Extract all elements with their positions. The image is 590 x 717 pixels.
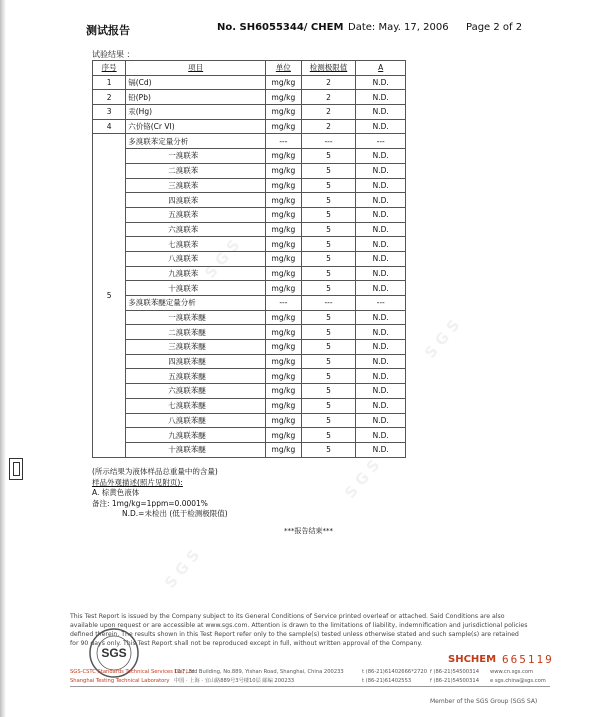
cell-limit: 5 [301,193,356,208]
table-row [93,134,406,149]
table-row [93,398,406,413]
cell-limit: 5 [301,340,356,355]
cell-result: N.D. [356,163,406,178]
note-sample-description-heading: 样品外观描述(照片见附页): [92,477,183,487]
notes-block [92,467,228,520]
cell-result: N.D. [356,90,406,105]
cell-unit: mg/kg [266,105,302,120]
cell-result: N.D. [356,398,406,413]
cell-item: 八溴联苯 [126,251,266,266]
fax: f (86-21)54500314 [430,678,480,684]
cell-item: 二溴联苯 [126,163,266,178]
watermark: S G S [421,316,464,362]
cell-limit: 2 [301,119,356,134]
table-row [93,149,406,164]
cell-item: 一溴联苯 [126,149,266,164]
address-en: 10/F, 3rd Building, No.889, Yishan Road, Shanghai, China 200233 [174,669,344,675]
table-row [93,369,406,384]
cell-unit: mg/kg [266,281,302,296]
table-row [93,119,406,134]
note-remark-nd: N.D.=未检出 (低于检测极限值) [122,509,228,518]
col-header-no: 序号 [93,61,126,76]
col-header-limit: 检测极限值 [301,61,356,76]
report-title: 测试报告 [86,24,130,37]
cell-limit: 5 [301,428,356,443]
report-number: No. SH6055344/ CHEM [217,22,344,33]
cell-unit: mg/kg [266,413,302,428]
cell-unit: mg/kg [266,90,302,105]
table-body [93,75,406,457]
table-row [93,354,406,369]
cell-item: 六溴联苯 [126,222,266,237]
cell-result: N.D. [356,340,406,355]
col-header-result: A [356,61,406,76]
cell-unit: mg/kg [266,75,302,90]
disclaimer-line: for 90 days only. This Test Report shall not be reproduced except in full, without written approval of the Company. [70,640,423,647]
cell-item: 五溴联苯 [126,207,266,222]
table-row [93,105,406,120]
telephone: t (86-21)61402553 [362,678,412,684]
table-row [93,90,406,105]
cell-no: 2 [93,90,126,105]
cell-result: N.D. [356,369,406,384]
cell-unit: mg/kg [266,237,302,252]
cell-unit: mg/kg [266,310,302,325]
note-basis: (所示结果为液体样品总重量中的含量) [92,467,218,476]
cell-item: 七溴联苯醚 [126,398,266,413]
cell-result: N.D. [356,325,406,340]
cell-limit: 5 [301,222,356,237]
cell-limit: 5 [301,207,356,222]
cell-limit: 5 [301,163,356,178]
cell-unit: mg/kg [266,266,302,281]
table-row [93,237,406,252]
cell-item: 二溴联苯醚 [126,325,266,340]
cell-item: 镉(Cd) [126,75,266,90]
cell-unit: mg/kg [266,442,302,457]
cell-unit: mg/kg [266,384,302,399]
cell-item: 九溴联苯 [126,266,266,281]
cell-result: N.D. [356,149,406,164]
cell-item: 铅(Pb) [126,90,266,105]
table-row [93,296,406,311]
cell-result: N.D. [356,310,406,325]
cell-result: --- [356,296,406,311]
watermark: S G S [161,546,204,592]
cell-unit: --- [266,296,302,311]
table-row [93,222,406,237]
report-date: Date: May. 17, 2006 [348,22,449,33]
scan-edge-shadow [0,0,6,717]
table-row [93,281,406,296]
cell-limit: 5 [301,325,356,340]
cell-no: 3 [93,105,126,120]
cell-unit: mg/kg [266,369,302,384]
cell-unit: mg/kg [266,193,302,208]
cell-limit: 5 [301,442,356,457]
cell-limit: 5 [301,266,356,281]
cell-limit: 2 [301,90,356,105]
table-row [93,428,406,443]
table-row [93,310,406,325]
cell-result: N.D. [356,442,406,457]
cell-item: 四溴联苯 [126,193,266,208]
table-row [93,75,406,90]
cell-item: 十溴联苯 [126,281,266,296]
cell-no: 1 [93,75,126,90]
report-header [86,22,526,38]
cell-result: N.D. [356,281,406,296]
cell-limit: 2 [301,75,356,90]
cell-limit: 5 [301,178,356,193]
cell-unit: mg/kg [266,119,302,134]
cell-result: N.D. [356,75,406,90]
watermark: S G S [201,236,244,282]
cell-limit: --- [301,296,356,311]
cell-item: 八溴联苯醚 [126,413,266,428]
cell-result: N.D. [356,251,406,266]
cell-result: N.D. [356,384,406,399]
fax: f (86-21)54500314 [430,669,480,675]
cell-unit: mg/kg [266,149,302,164]
company-cn: Shanghai Testing Technical Laboratory [70,678,170,684]
table-row [93,340,406,355]
col-header-item: 项目 [126,61,266,76]
seal-logo-text: SGS [101,646,127,660]
end-of-report: ***报告结束*** [284,527,333,535]
cell-item: 三溴联苯 [126,178,266,193]
cell-unit: mg/kg [266,178,302,193]
cell-result: N.D. [356,222,406,237]
cell-unit: mg/kg [266,398,302,413]
member-of-group: Member of the SGS Group (SGS SA) [430,698,538,705]
page-number: Page 2 of 2 [466,22,523,33]
cell-unit: --- [266,134,302,149]
binder-clip-icon [9,458,23,480]
cell-limit: 5 [301,251,356,266]
col-header-unit: 单位 [266,61,302,76]
cell-unit: mg/kg [266,354,302,369]
table-row [93,193,406,208]
cell-unit: mg/kg [266,163,302,178]
table-header-row [93,61,406,76]
cell-unit: mg/kg [266,251,302,266]
cell-item: 五溴联苯醚 [126,369,266,384]
note-sample-a: A. 棕黄色液体 [92,488,140,497]
address-cn: 中国 · 上海 · 宜山路889号3号楼10层 邮编 200233 [174,678,295,684]
results-table [92,60,406,458]
cell-result: N.D. [356,413,406,428]
cell-unit: mg/kg [266,325,302,340]
cell-result: N.D. [356,207,406,222]
cell-item: 十溴联苯醚 [126,442,266,457]
cell-result: N.D. [356,119,406,134]
cell-no-group: 5 [93,134,126,457]
cell-limit: 5 [301,237,356,252]
cell-result: N.D. [356,105,406,120]
cell-result: N.D. [356,178,406,193]
table-row [93,178,406,193]
note-remark-unit: 备注: 1mg/kg=1ppm=0.0001% [92,498,208,508]
cell-item: 四溴联苯醚 [126,354,266,369]
cell-result: N.D. [356,354,406,369]
footer-disclaimer [70,612,550,648]
cell-limit: 5 [301,413,356,428]
table-row [93,207,406,222]
cell-result: N.D. [356,237,406,252]
table-row [93,413,406,428]
cell-limit: --- [301,134,356,149]
cell-unit: mg/kg [266,428,302,443]
cell-limit: 5 [301,310,356,325]
disclaimer-line: This Test Report is issued by the Company subject to its General Conditions of Service printed overleaf or attached. Said Conditions are also [70,613,505,620]
company-en: SGS-CSTC Standards Technical Services Co., Ltd. [70,669,196,675]
table-row [93,384,406,399]
cell-limit: 2 [301,105,356,120]
cell-group-heading: 多溴联苯定量分析 [126,134,266,149]
cell-item: 九溴联苯醚 [126,428,266,443]
email: e sgs.china@sgs.com [490,678,546,684]
cell-limit: 5 [301,398,356,413]
footer-divider [70,686,550,687]
cell-item: 六价铬(Cr VI) [126,119,266,134]
results-label: 试验结果 ： [92,50,135,59]
cell-item: 一溴联苯醚 [126,310,266,325]
cell-item: 三溴联苯醚 [126,340,266,355]
table-row [93,442,406,457]
table-row [93,325,406,340]
cell-group-heading: 多溴联苯醚定量分析 [126,296,266,311]
telephone: t (86-21)61402666*2720 [362,669,428,675]
cell-limit: 5 [301,384,356,399]
disclaimer-line: available upon request or are accessible at www.sgs.com. Attention is drawn to the limitations of liability, indemnification and jurisdictional policies [70,622,528,629]
cell-unit: mg/kg [266,207,302,222]
serial-number: 665119 [502,653,554,666]
cell-result: --- [356,134,406,149]
website: www.cn.sgs.com [490,669,534,675]
cell-limit: 5 [301,149,356,164]
table-row [93,251,406,266]
cell-unit: mg/kg [266,340,302,355]
watermark: S G S [341,456,384,502]
disclaimer-line: defined therein. The results shown in this Test Report refer only to the sample(s) tested unless otherwise stated and such sample(s) are retained [70,631,519,638]
cell-no: 4 [93,119,126,134]
table-row [93,266,406,281]
cell-item: 六溴联苯醚 [126,384,266,399]
cell-item: 汞(Hg) [126,105,266,120]
cell-result: N.D. [356,428,406,443]
cell-unit: mg/kg [266,222,302,237]
cell-limit: 5 [301,281,356,296]
cell-limit: 5 [301,369,356,384]
cell-result: N.D. [356,266,406,281]
table-row [93,163,406,178]
cell-result: N.D. [356,193,406,208]
cell-item: 七溴联苯 [126,237,266,252]
cell-limit: 5 [301,354,356,369]
brand-code: SHCHEM [448,654,497,665]
